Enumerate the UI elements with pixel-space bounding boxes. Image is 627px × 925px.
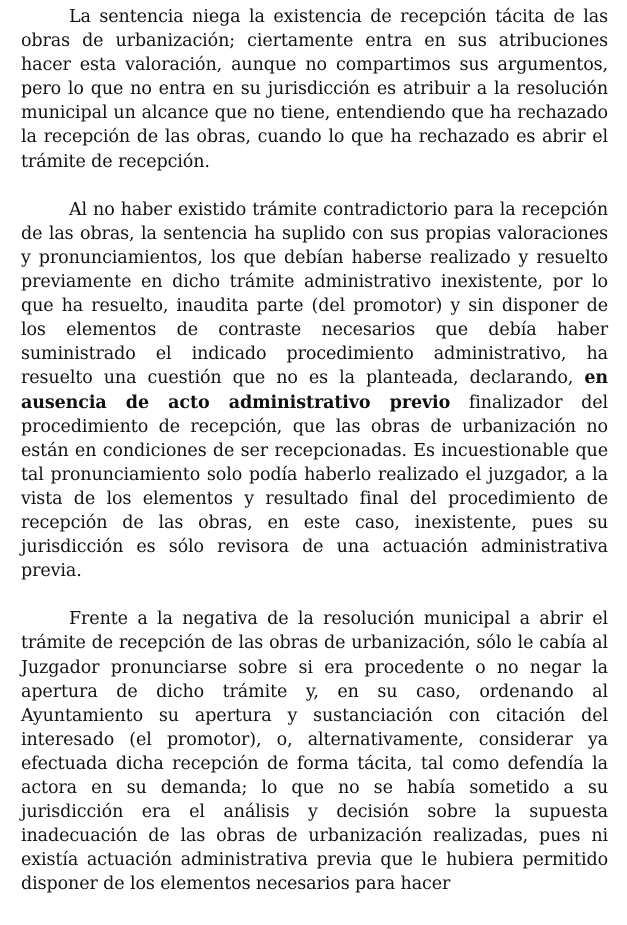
document-page	[21, 5, 608, 896]
paragraph-2-bold-phrase: en ausencia de acto administrativo previo	[21, 368, 608, 413]
paragraph-1	[21, 5, 608, 174]
paragraph-2	[21, 198, 608, 584]
paragraph-3-text: Frente a la negativa de la resolución municipal a abrir el trámite de recepción de las obras de urbanización, sólo le cabía al Juzgador pronunciarse sobre si era procedente o no negar la apertura de dicho trámite y, en su caso, ordenando al Ayuntamiento su apertura y sustanciación con citación del interesado (el promotor), o, alternativamente, considerar ya efectuada dicha recepción de forma tácita, tal como defendía la actora en su demanda; lo que no se había sometido a su jurisdicción era el análisis y decisión sobre la supuesta inadecuación de las obras de urbanización realizadas, pues ni existía actuación administrativa previa que le hubiera permitido disponer de los elementos necesarios para hacer	[21, 609, 608, 895]
paragraph-2-text-before: Al no haber existido trámite contradictorio para la recepción de las obras, la sentencia ha suplido con sus propias valoraciones y pronunciamientos, los que debían haberse realizado y resuelto previamente en dicho trámite administrativo inexistente, por lo que ha resuelto, inaudita parte (del promotor) y sin disponer de los elementos de contraste necesarios que debía haber suministrado el indicado procedimiento administrativo, ha resuelto una cuestión que no es la planteada, declarando,	[21, 199, 608, 389]
paragraph-2-text-after: finalizador del procedimiento de recepción, que las obras de urbanización no están en condiciones de ser recepcionadas. Es incuestionable que tal pronunciamiento solo podía haberlo realizado el juzgador, a la vista de los elementos y resultado final del procedimiento de recepción de las obras, en este caso, inexistente, pues su jurisdicción es sólo revisora de una actuación administrativa previa.	[21, 392, 608, 582]
paragraph-3	[21, 607, 608, 896]
paragraph-1-text: La sentencia niega la existencia de recepción tácita de las obras de urbanización; ciertamente entra en sus atribuciones hacer esta valoración, aunque no compartimos sus argumentos, pero lo que no entra en su jurisdicción es atribuir a la resolución municipal un alcance que no tiene, entendiendo que ha rechazado la recepción de las obras, cuando lo que ha rechazado es abrir el trámite de recepción.	[21, 7, 608, 172]
